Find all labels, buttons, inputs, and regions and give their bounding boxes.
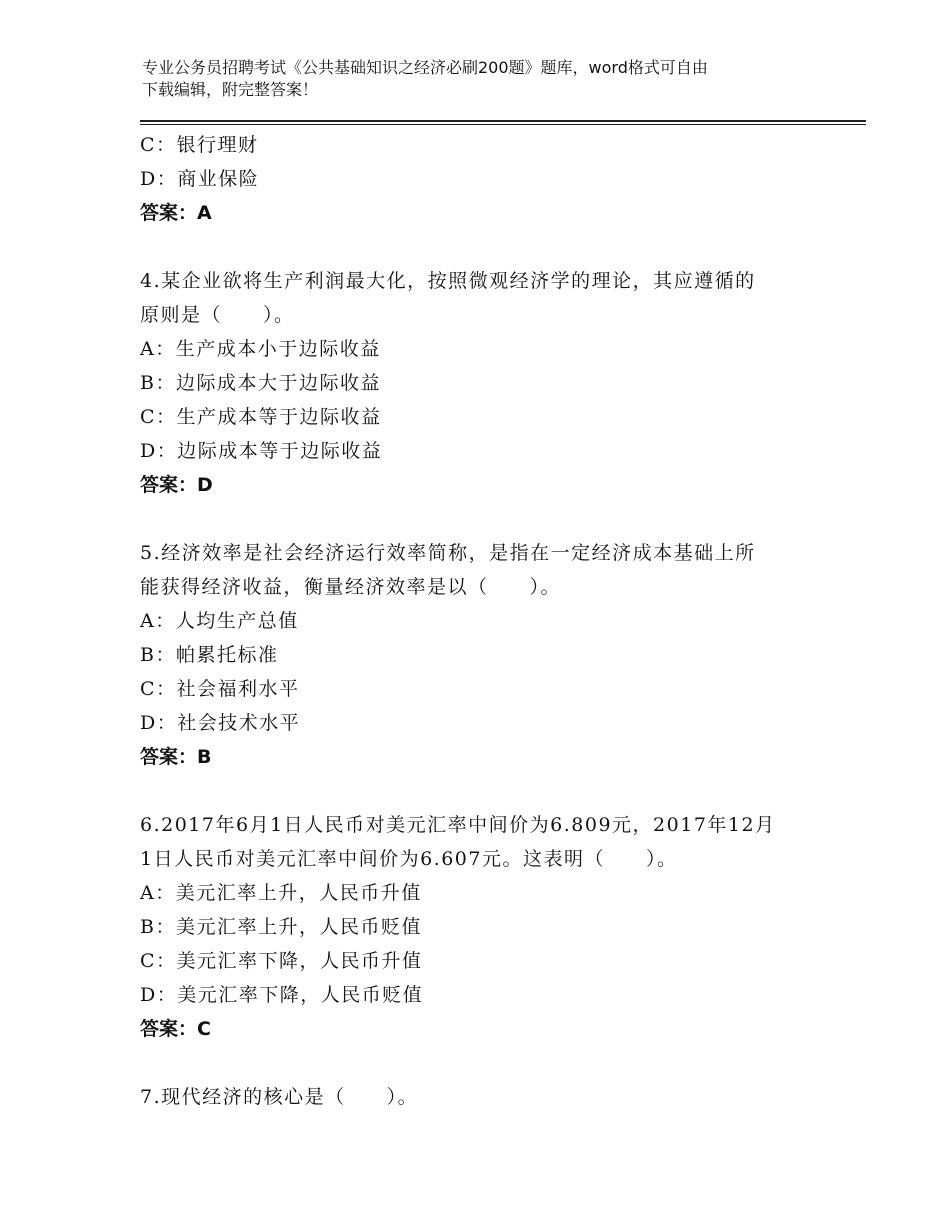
question-stem-line: 5.经济效率是社会经济运行效率简称，是指在一定经济成本基础上所 bbox=[140, 542, 756, 564]
document-header bbox=[142, 57, 807, 101]
option-b: B：帕累托标准 bbox=[140, 644, 279, 666]
question-list bbox=[140, 128, 810, 1114]
question-stem-line: 7.现代经济的核心是（ ）。 bbox=[140, 1086, 419, 1108]
option-d: D：边际成本等于边际收益 bbox=[140, 440, 383, 462]
option-a: A：生产成本小于边际收益 bbox=[140, 338, 381, 360]
option-a: A：美元汇率上升，人民币升值 bbox=[140, 882, 422, 904]
answer-label: 答案：C bbox=[140, 1018, 211, 1040]
question-stem-line: 6.2017年6月1日人民币对美元汇率中间价为6.809元，2017年12月 bbox=[140, 814, 776, 836]
answer-label: 答案：D bbox=[140, 474, 213, 496]
header-title-line2: 下载编辑，附完整答案！ bbox=[142, 80, 319, 99]
option-d: D：商业保险 bbox=[140, 168, 260, 190]
question-4 bbox=[140, 264, 810, 502]
question-6 bbox=[140, 808, 810, 1046]
option-b: B：边际成本大于边际收益 bbox=[140, 372, 381, 394]
header-divider-thin bbox=[140, 124, 866, 125]
question-5 bbox=[140, 536, 810, 774]
question-stem-line: 原则是（ ）。 bbox=[140, 304, 295, 326]
question-stem-line: 能获得经济收益，衡量经济效率是以（ ）。 bbox=[140, 576, 562, 598]
question-3-tail bbox=[140, 128, 810, 230]
option-c: C：生产成本等于边际收益 bbox=[140, 406, 382, 428]
spacer bbox=[140, 502, 810, 536]
spacer bbox=[140, 230, 810, 264]
answer-label: 答案：A bbox=[140, 202, 212, 224]
spacer bbox=[140, 774, 810, 808]
header-divider-thick bbox=[140, 120, 866, 122]
option-d: D：社会技术水平 bbox=[140, 712, 301, 734]
option-c: C：美元汇率下降，人民币升值 bbox=[140, 950, 423, 972]
option-c: C：银行理财 bbox=[140, 134, 259, 156]
option-d: D：美元汇率下降，人民币贬值 bbox=[140, 984, 424, 1006]
header-title-line1: 专业公务员招聘考试《公共基础知识之经济必刷200题》题库，word格式可自由 bbox=[142, 58, 708, 77]
question-stem-line: 1日人民币对美元汇率中间价为6.607元。这表明（ ）。 bbox=[140, 848, 678, 870]
option-b: B：美元汇率上升，人民币贬值 bbox=[140, 916, 422, 938]
spacer bbox=[140, 1046, 810, 1080]
question-7 bbox=[140, 1080, 810, 1114]
question-stem-line: 4.某企业欲将生产利润最大化，按照微观经济学的理论，其应遵循的 bbox=[140, 270, 756, 292]
answer-label: 答案：B bbox=[140, 746, 212, 768]
option-a: A：人均生产总值 bbox=[140, 610, 299, 632]
option-c: C：社会福利水平 bbox=[140, 678, 300, 700]
